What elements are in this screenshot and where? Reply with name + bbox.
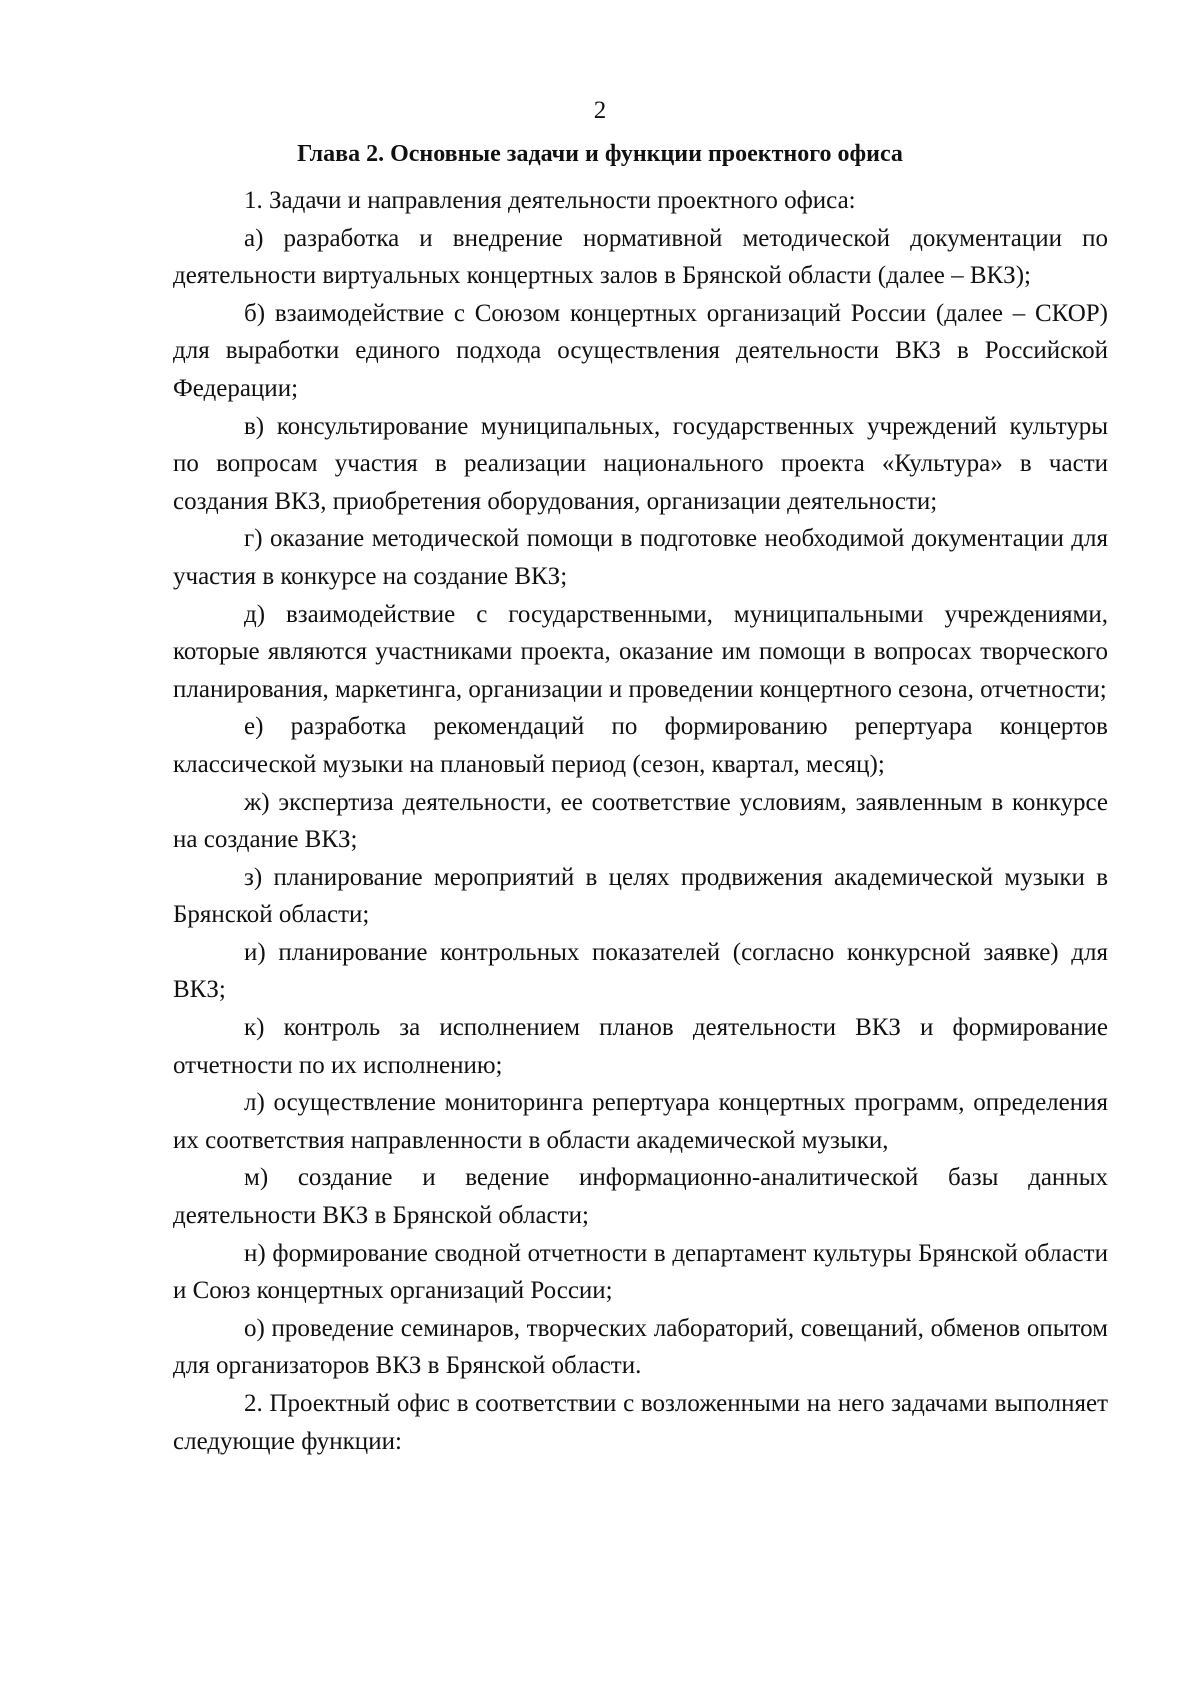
page-number: 2 xyxy=(593,97,607,124)
paragraph-item-e: е) разработка рекомендаций по формированию репертуара концертов классической музыки на плановый период (сезон, квартал, месяц); xyxy=(173,713,1108,778)
paragraph-tasks-intro: 1. Задачи и направления деятельности проектного офиса: xyxy=(244,187,856,214)
paragraph-item-i: и) планирование контрольных показателей (согласно конкурсной заявке) для ВКЗ; xyxy=(173,938,1108,1004)
paragraph-item-b: б) взаимодействие с Союзом концертных организаций России (далее – СКОР) для выработки единого подхода осуществления деятельности ВКЗ в Российской Федерации; xyxy=(173,299,1108,402)
paragraph-item-zh: ж) экспертиза деятельности, ее соответствие условиям, заявленным в конкурсе на создание ВКЗ; xyxy=(173,788,1108,854)
paragraph-item-m: м) создание и ведение информационно-аналитической базы данных деятельности ВКЗ в Брянской области; xyxy=(173,1164,1108,1230)
paragraph-item-d: д) взаимодействие с государственными, муниципальными учреждениями, которые являются участниками проекта, оказание им помощи в вопросах творческого планирования, маркетинга, организации и проведении концертного сезона, отчетности; xyxy=(173,600,1108,703)
paragraph-item-l: л) осуществление мониторинга репертуара концертных программ, определения их соответствия направленности в области академической музыки, xyxy=(173,1089,1108,1154)
chapter-heading: Глава 2. Основные задачи и функции проектного офиса xyxy=(297,141,903,167)
paragraph-item-v: в) консультирование муниципальных, государственных учреждений культуры по вопросам участия в реализации национального проекта «Культура» в части создания ВКЗ, приобретения оборудования, организации деятельности; xyxy=(173,412,1108,515)
paragraph-item-z: з) планирование мероприятий в целях продвижения академической музыки в Брянской области; xyxy=(173,863,1108,929)
paragraph-item-a: а) разработка и внедрение нормативной методической документации по деятельности виртуальных концертных залов в Брянской области (далее – ВКЗ); xyxy=(173,224,1108,290)
paragraph-functions-intro: 2. Проектный офис в соответствии с возложенными на него задачами выполняет следующие функции: xyxy=(173,1390,1108,1455)
paragraph-item-g: г) оказание методической помощи в подготовке необходимой документации для участия в конкурсе на создание ВКЗ; xyxy=(173,525,1108,590)
paragraph-item-k: к) контроль за исполнением планов деятельности ВКЗ и формирование отчетности по их исполнению; xyxy=(173,1014,1108,1079)
paragraph-item-n: н) формирование сводной отчетности в департамент культуры Брянской области и Союз концертных организаций России; xyxy=(173,1239,1108,1305)
paragraph-item-o: о) проведение семинаров, творческих лабораторий, совещаний, обменов опытом для организаторов ВКЗ в Брянской области. xyxy=(173,1314,1108,1380)
document-body xyxy=(173,182,1108,1460)
